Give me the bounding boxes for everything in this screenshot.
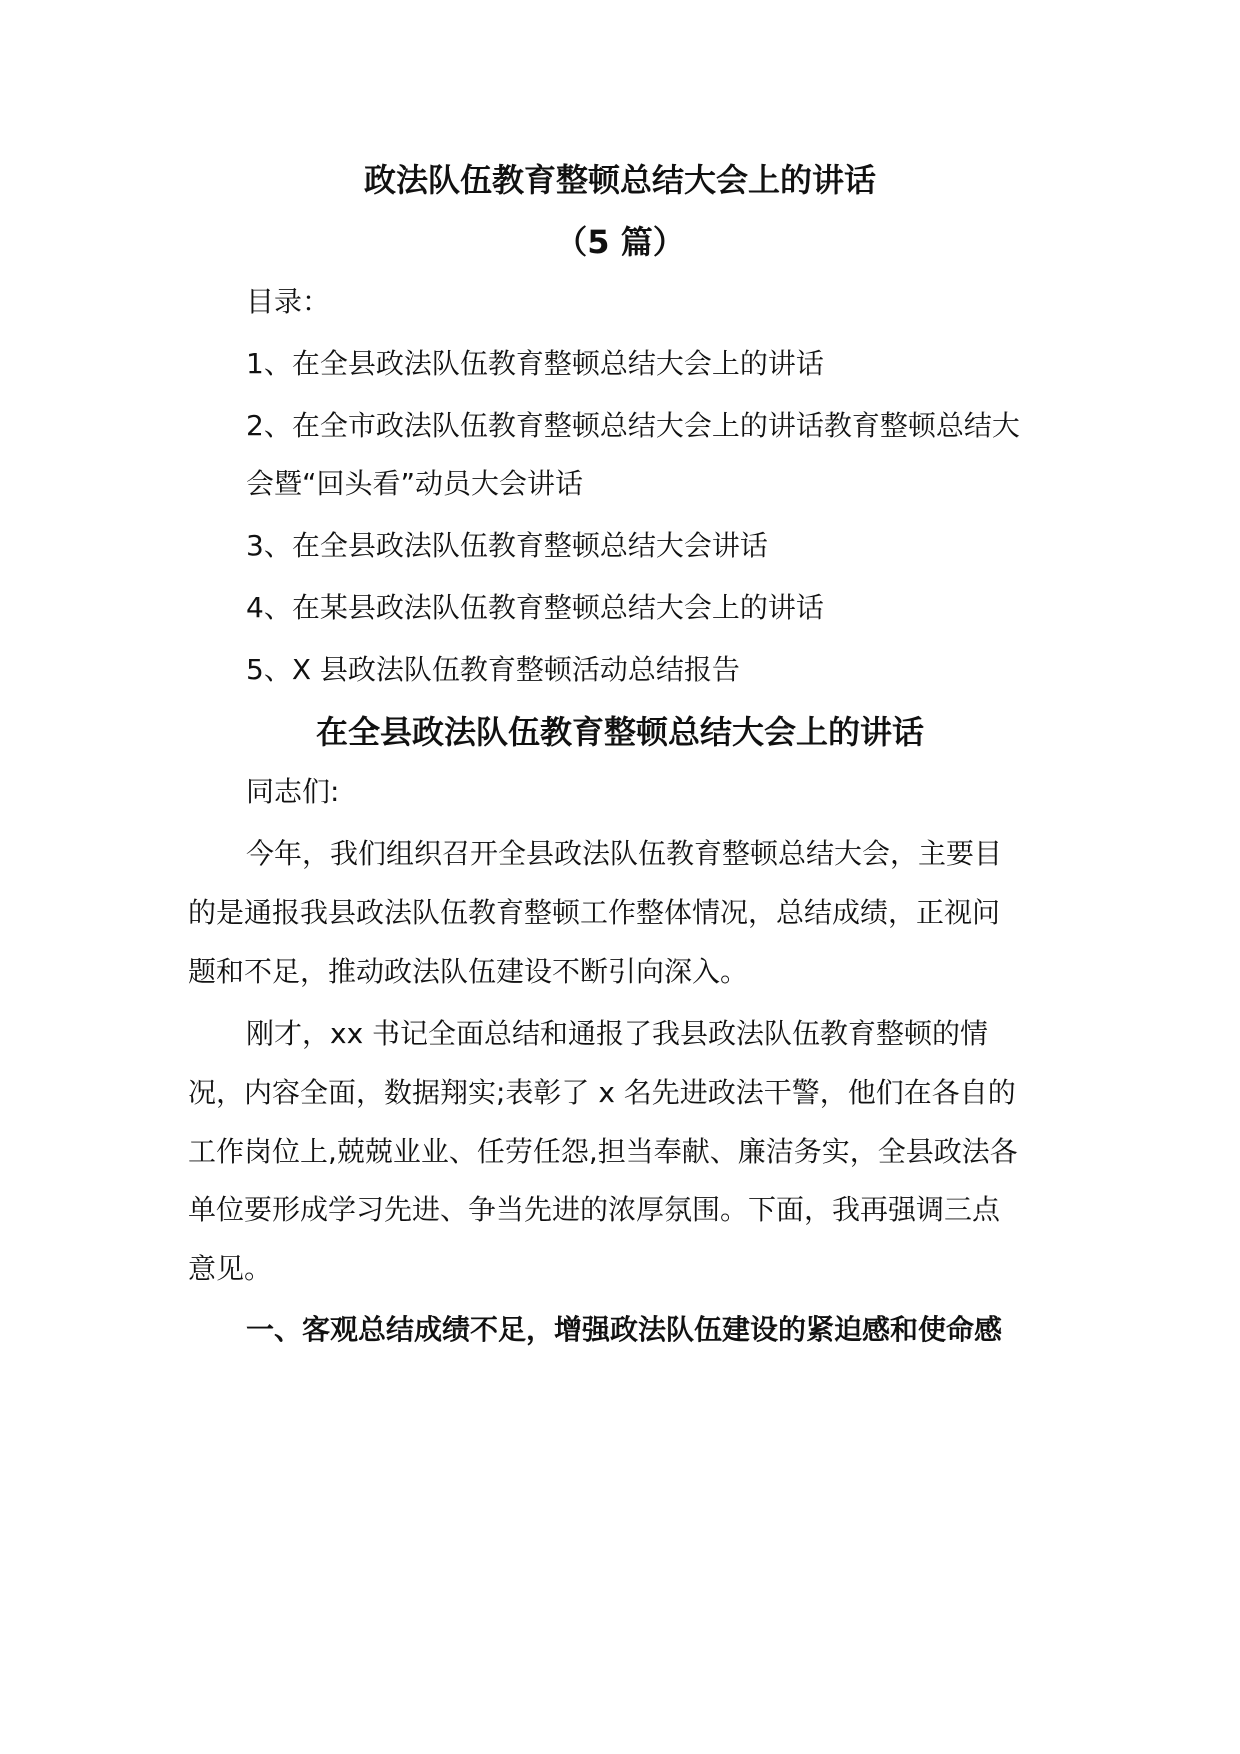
paragraph-line: 刚才，xx 书记全面总结和通报了我县政法队伍教育整顿的情 [246,1017,989,1050]
toc-item: 4、在某县政法队伍教育整顿总结大会上的讲话 [246,591,824,624]
speech-title: 在全县政法队伍教育整顿总结大会上的讲话 [315,713,924,751]
toc-item: 1、在全县政法队伍教育整顿总结大会上的讲话 [246,347,824,380]
paragraph-line: 工作岗位上,兢兢业业、任劳任怨,担当奉献、廉洁务实，全县政法各 [188,1135,1018,1168]
toc-item: 2、在全市政法队伍教育整顿总结大会上的讲话教育整顿总结大 [246,409,1020,442]
paragraph-line: 今年，我们组织召开全县政法队伍教育整顿总结大会，主要目 [246,837,1003,870]
document-title: 政法队伍教育整顿总结大会上的讲话 [363,161,876,199]
toc-item-continuation: 会暨“回头看”动员大会讲话 [246,467,584,500]
greeting: 同志们: [246,775,340,808]
paragraph-line: 意见。 [188,1252,273,1285]
document-subtitle: （5 篇） [555,223,685,261]
paragraph-line: 题和不足，推动政法队伍建设不断引向深入。 [188,955,749,988]
toc-item: 3、在全县政法队伍教育整顿总结大会讲话 [246,529,768,562]
toc-label: 目录： [246,285,331,318]
section-heading: 一、客观总结成绩不足，增强政法队伍建设的紧迫感和使命感 [246,1313,1003,1346]
toc-item: 5、X 县政法队伍教育整顿活动总结报告 [246,653,740,686]
paragraph-line: 况，内容全面，数据翔实;表彰了 x 名先进政法干警，他们在各自的 [188,1076,1016,1109]
paragraph-line: 的是通报我县政法队伍教育整顿工作整体情况，总结成绩，正视问 [188,896,1001,929]
paragraph-line: 单位要形成学习先进、争当先进的浓厚氛围。下面，我再强调三点 [188,1193,1001,1226]
